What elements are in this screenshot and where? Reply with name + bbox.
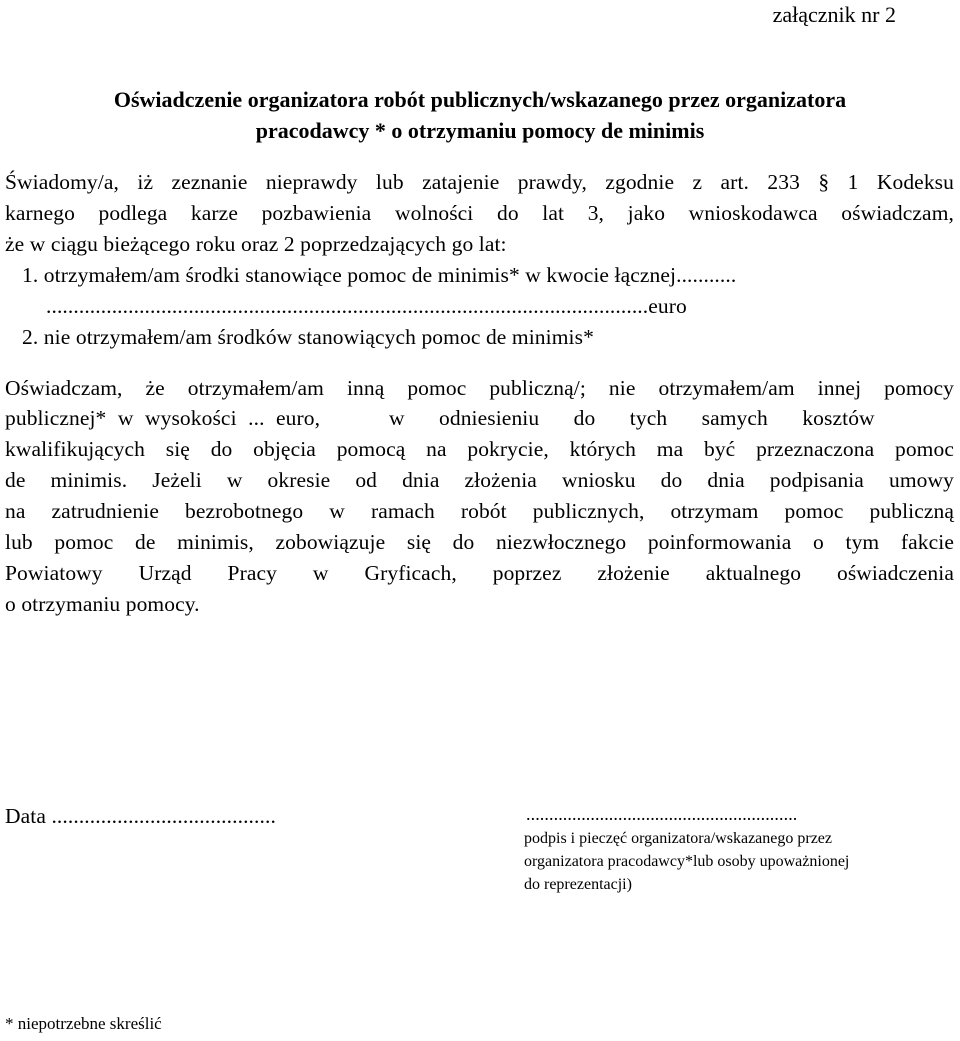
declaration-line-8: o otrzymaniu pomocy. [5, 592, 200, 616]
attachment-number: załącznik nr 2 [772, 2, 896, 27]
option-not-received: 2. nie otrzymałem/am środków stanowiących pomoc de minimis* [22, 325, 594, 349]
declaration-line-7: Powiatowy Urząd Pracy w Gryficach, poprzez złożenie aktualnego oświadczenia [5, 561, 954, 585]
footnote: * niepotrzebne skreślić [5, 1014, 162, 1033]
option-received-line-1: 1. otrzymałem/am środki stanowiące pomoc de minimis* w kwocie łącznej........... [22, 263, 737, 287]
date-field: Data ......................................... [5, 804, 276, 828]
document-title-line-2: pracodawcy * o otrzymaniu pomocy de minimis [255, 118, 705, 143]
declaration-line-6: lub pomoc de minimis, zobowiązuje się do niezwłocznego poinformowania o tym fakcie [5, 530, 954, 554]
declaration-line-4: de minimis. Jeżeli w okresie od dnia złożenia wniosku do dnia podpisania umowy [5, 468, 954, 492]
signature-caption-line-3: do reprezentacji) [524, 876, 632, 893]
signature-caption-line-1: podpis i pieczęć organizatora/wskazanego przez [524, 830, 832, 847]
declaration-line-3: kwalifikujących się do objęcia pomocą na pokrycie, których ma być przeznaczona pomoc [5, 437, 954, 461]
declaration-line-1: Oświadczam, że otrzymałem/am inną pomoc publiczną/; nie otrzymałem/am innej pomocy [5, 376, 954, 400]
document-title-line-1: Oświadczenie organizatora robót publicznych/wskazanego przez organizatora [113, 87, 847, 112]
signature-line: ........................................................... [526, 804, 798, 824]
intro-line-3: że w ciągu bieżącego roku oraz 2 poprzedzających go lat: [5, 232, 507, 256]
intro-line-1: Świadomy/a, iż zeznanie nieprawdy lub zatajenie prawdy, zgodnie z art. 233 § 1 Kodeksu [5, 170, 954, 194]
intro-line-2: karnego podlega karze pozbawienia wolności do lat 3, jako wnioskodawca oświadczam, [5, 201, 954, 225]
declaration-line-2: publicznej* w wysokości ... euro, w odniesieniu do tych samych kosztów [5, 406, 875, 430]
declaration-line-5: na zatrudnienie bezrobotnego w ramach robót publicznych, otrzymam pomoc publiczną [5, 499, 954, 523]
signature-caption-line-2: organizatora pracodawcy*lub osoby upoważnionej [524, 853, 850, 870]
option-received-line-2: ..............................................................................................................euro [46, 294, 687, 318]
